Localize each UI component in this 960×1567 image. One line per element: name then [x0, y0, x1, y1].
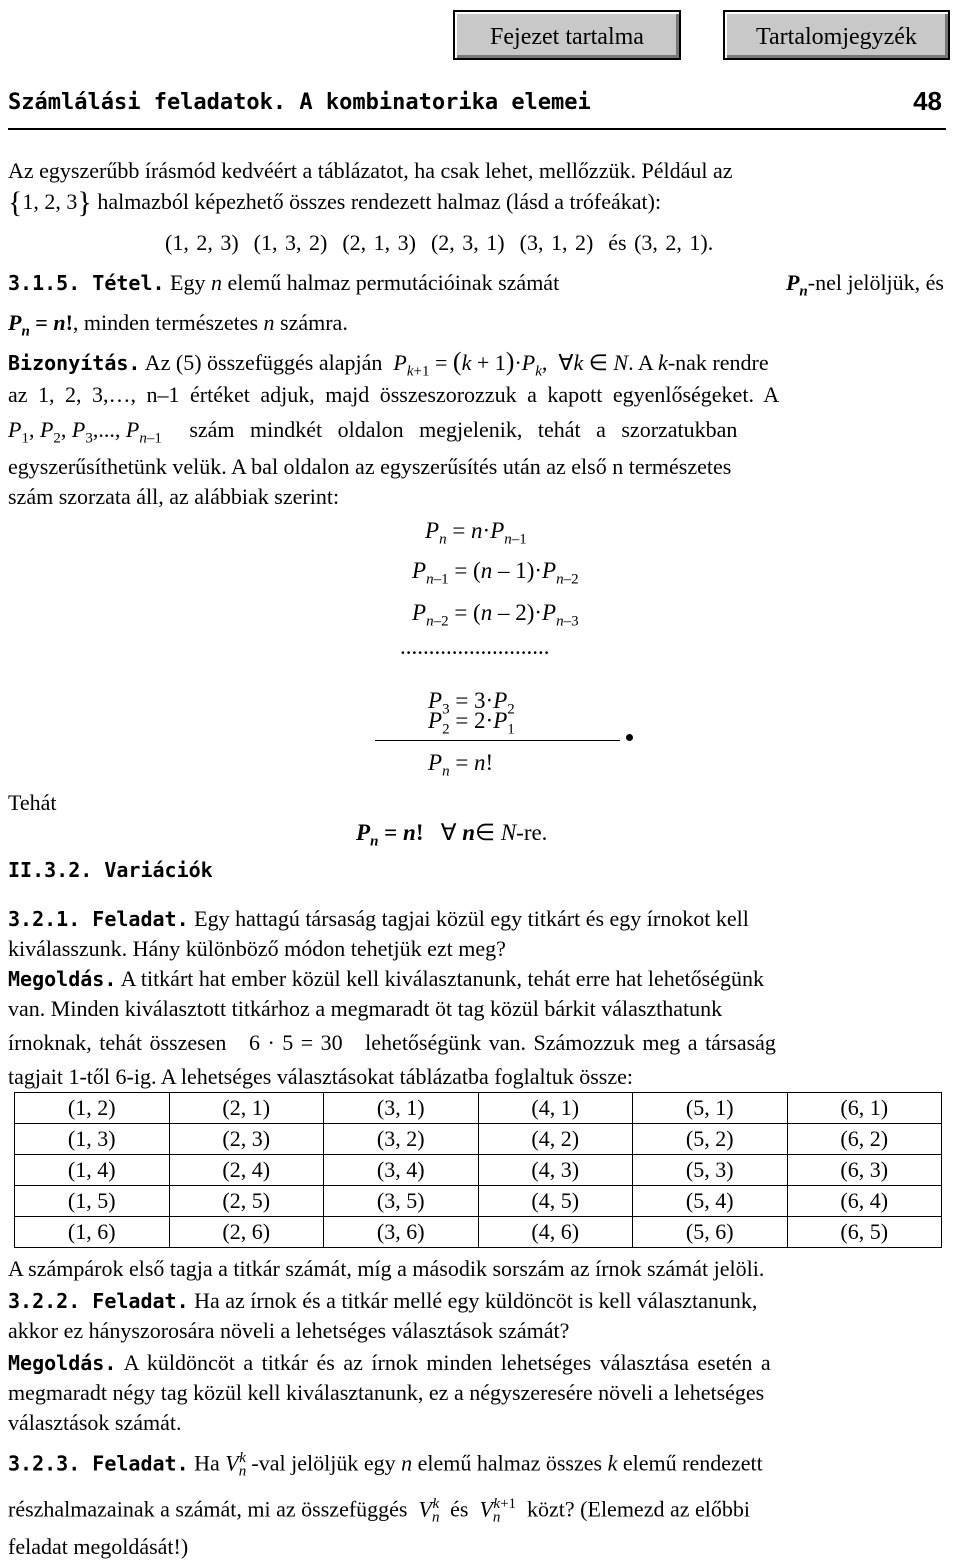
table-cell: (1, 5): [15, 1186, 170, 1217]
solution-1-line-4: tagjait 1-től 6-ig. A lehetséges választásokat táblázatba foglaltuk össze:: [8, 1064, 633, 1089]
set-elements: 1, 2, 3: [22, 189, 78, 214]
table-cell: (1, 2): [15, 1093, 170, 1124]
table-cell: (5, 1): [633, 1093, 788, 1124]
theorem-label: 3.1.5. Tétel.: [8, 271, 165, 295]
equation-2: $P_{n-1} = (n - 1)\cdot P_{n-2}$: [412, 558, 579, 588]
equation-result: $P_n = n$!: [428, 750, 494, 780]
solution-1-line-3: írnoknak, tehát összesen 6 · 5 = 30 lehetőségünk van. Számozzuk meg a társaság: [8, 1030, 776, 1055]
table-cell: (3, 5): [324, 1186, 479, 1217]
page-title: Számlálási feladatok. A kombinatorika elemei: [8, 90, 591, 115]
exercise-2-line-1: 3.2.2. Feladat. Ha az írnok és a titkár mellé egy küldöncöt is kell választanunk,: [8, 1288, 758, 1313]
solution-2-line-3: választások számát.: [8, 1410, 182, 1435]
table-row: [15, 1093, 942, 1124]
solution-2-label: Megoldás.: [8, 1351, 117, 1375]
solution-2-line-1: Megoldás. A küldöncöt a titkár és az írnok minden lehetséges választása esetén a: [8, 1350, 771, 1375]
solution-1-label: Megoldás.: [8, 967, 117, 991]
table-cell: (3, 6): [324, 1217, 479, 1248]
table-cell: (6, 3): [787, 1155, 942, 1186]
table-cell: (6, 4): [787, 1186, 942, 1217]
choices-table: [14, 1092, 942, 1248]
proof-line-1: Bizonyítás. Az (5) összefüggés alapján $P_{k+1} = (k + 1)\cdot P_k$, ∀k ∈ N. A k-nak rendre: [8, 347, 769, 380]
exercise-1-line-2: kiválasszunk. Hány különböző módon tehetjük ezt meg?: [8, 936, 506, 961]
table-cell: (1, 6): [15, 1217, 170, 1248]
table-row: [15, 1124, 942, 1155]
intro-line-2-text: halmazból képezhető összes rendezett halmaz (lásd a trófeákat):: [97, 189, 662, 214]
period-dot: [626, 734, 633, 741]
table-row: [15, 1155, 942, 1186]
table-row: [15, 1186, 942, 1217]
table-cell: (2, 3): [169, 1124, 324, 1155]
table-cell: (2, 4): [169, 1155, 324, 1186]
table-cell: (6, 5): [787, 1217, 942, 1248]
table-cell: (3, 2): [324, 1124, 479, 1155]
equation-4: $P_3 = 3\cdot P_2$: [428, 688, 515, 718]
equation-1: $P_n = n\cdot P_{n-1}$: [425, 518, 527, 548]
table-cell: (2, 5): [169, 1186, 324, 1217]
exercise-2-label: 3.2.2. Feladat.: [8, 1289, 189, 1313]
intro-line-2: {1, 2, 3} halmazból képezhető összes rendezett halmaz (lásd a trófeákat):: [8, 186, 662, 219]
therefore-label: Tehát: [8, 790, 57, 815]
table-cell: (3, 1): [324, 1093, 479, 1124]
table-cell: (4, 2): [478, 1124, 633, 1155]
page-number: 48: [913, 86, 942, 116]
table-cell: (2, 6): [169, 1217, 324, 1248]
table-cell: (6, 1): [787, 1093, 942, 1124]
proof-line-5: szám szorzata áll, az alábbiak szerint:: [8, 484, 340, 509]
table-cell: (1, 4): [15, 1155, 170, 1186]
sum-rule: [375, 740, 620, 741]
table-row: [15, 1217, 942, 1248]
table-cell: (5, 3): [633, 1155, 788, 1186]
proof-line-4: egyszerűsíthetünk velük. A bal oldalon az egyszerűsítés után az első n természetes: [8, 454, 732, 479]
table-of-contents-button[interactable]: Tartalomjegyzék: [723, 10, 950, 60]
table-cell: (4, 1): [478, 1093, 633, 1124]
equation-5: $P_2 = 2\cdot P_1$: [428, 708, 515, 738]
exercise-2-line-2: akkor ez hányszorosára növeli a lehetséges választások számát?: [8, 1318, 570, 1343]
permutation-list: (1, 2, 3) (1, 3, 2) (2, 1, 3) (2, 3, 1) (3, 1, 2) és (3, 2, 1).: [165, 230, 714, 255]
table-cell: (2, 1): [169, 1093, 324, 1124]
exercise-3-line-1: 3.2.3. Feladat. Ha $V_n^k$ -val jelöljük egy n elemű halmaz összes k elemű rendezett: [8, 1450, 763, 1480]
table-caption: A számpárok első tagja a titkár számát, míg a második sorszám az írnok számát jelöli.: [8, 1256, 765, 1281]
table-cell: (4, 6): [478, 1217, 633, 1248]
table-cell: (5, 6): [633, 1217, 788, 1248]
proof-label: Bizonyítás.: [8, 351, 141, 375]
table-cell: (1, 3): [15, 1124, 170, 1155]
solution-1-line-1: Megoldás. A titkárt hat ember közül kell kiválasztanunk, tehát erre hat lehetőségünk: [8, 966, 764, 991]
conclusion-formula: $P_n = n$! ∀ n∈ N-re.: [356, 820, 548, 850]
table-cell: (5, 4): [633, 1186, 788, 1217]
product-formula: 6 · 5 = 30: [248, 1030, 343, 1055]
theorem-line-1: 3.1.5. Tétel. Egy n elemű halmaz permutációinak számát $P_n$-nel jelöljük, és: [8, 270, 944, 300]
table-cell: (3, 4): [324, 1155, 479, 1186]
section-title: II.3.2. Variációk: [8, 858, 213, 882]
solution-2-line-2: megmaradt négy tag közül kell kiválasztanunk, ez a négyszeresére növeli a lehetséges: [8, 1380, 765, 1405]
solution-1-line-2: van. Minden kiválasztott titkárhoz a megmaradt öt tag közül bárkit választhatunk: [8, 996, 723, 1021]
exercise-1-label: 3.2.1. Feladat.: [8, 907, 189, 931]
equation-3: $P_{n-2} = (n - 2)\cdot P_{n-3}$: [412, 600, 579, 630]
table-cell: (5, 2): [633, 1124, 788, 1155]
proof-line-2: az 1, 2, 3,…, n–1 értéket adjuk, majd összeszorozzuk a kapott egyenlőségeket. A: [8, 382, 780, 407]
equation-dots: ..........................: [400, 634, 550, 659]
exercise-1-line-1: 3.2.1. Feladat. Egy hattagú társaság tagjai közül egy titkárt és egy írnokot kell: [8, 906, 749, 931]
exercise-3-line-2: részhalmazainak a számát, mi az összefüggés $V_n^k$ és $V_n^{k+1}$ közt? (Elemezd az előbbi: [8, 1496, 750, 1526]
table-cell: (6, 2): [787, 1124, 942, 1155]
theorem-line-2: $P_n = n$!, minden természetes n számra.: [8, 310, 348, 340]
recurrence-formula: $P_{k+1} = (k + 1)\cdot P_k$, ∀k ∈ N: [393, 347, 629, 380]
exercise-3-line-3: feladat megoldását!): [8, 1534, 189, 1559]
proof-line-3: $P_1$, $P_2$, $P_3$,..., $P_{n-1}$ szám mindkét oldalon megjelenik, tehát a szorzatukban: [8, 417, 738, 447]
table-cell: (4, 5): [478, 1186, 633, 1217]
exercise-3-label: 3.2.3. Feladat.: [8, 1451, 189, 1476]
chapter-contents-button[interactable]: Fejezet tartalma: [453, 10, 681, 60]
page-header: [8, 78, 946, 130]
intro-line-1: Az egyszerűbb írásmód kedvéért a táblázatot, ha csak lehet, mellőzzük. Például az: [8, 158, 733, 183]
table-cell: (4, 3): [478, 1155, 633, 1186]
